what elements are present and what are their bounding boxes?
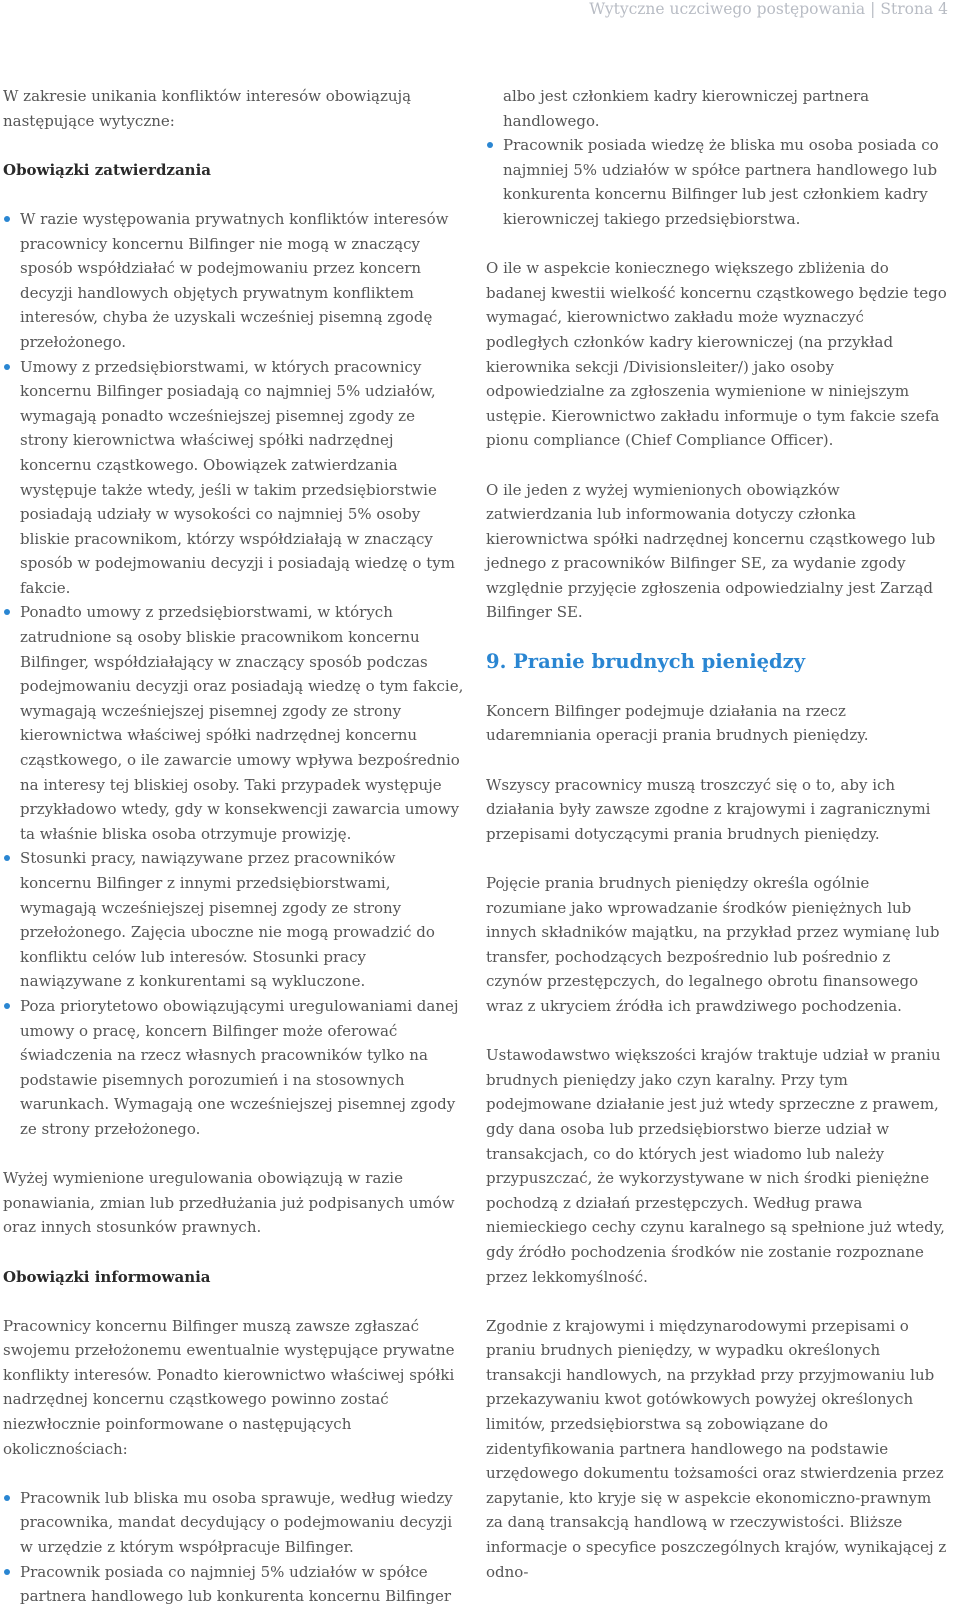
intro-paragraph: W zakresie unikania konfliktów interesów obowiązują następujące wytyczne:: [3, 87, 412, 130]
section-paragraph: Pojęcie prania brudnych pieniędzy określa ogólnie rozumiane jako wprowadzanie środków pieniężnych lub innych składników majątku, na przykład przez wymianę lub transfer, pochodzących bezpośrednio lub pośrednio z czynów przestępczych, do legalnego obrotu finansowego wraz z ukryciem źródła ich prawdziwego pochodzenia.: [486, 874, 940, 1015]
section-paragraph: Zgodnie z krajowymi i międzynarodowymi przepisami o praniu brudnych pieniędzy, w wypadku określonych transakcji handlowych, na przykład przy przyjmowaniu lub przekazywaniu kwot gotówkowych powyżej określonych limitów, przedsiębiorstwa są zobowiązane do zidentyfikowania partnera handlowego na podstawie urzędowego dokumentu tożsamości oraz stwierdzenia przez zapytanie, kto kryje się w aspekcie ekonomiczno-prawnym za daną transakcją handlową w rzeczywistości. Bliższe informacje o specyfice poszczególnych krajów, wynikającej z odno-: [486, 1316, 947, 1581]
info-list: [3, 1486, 465, 1609]
info-heading: Obowiązki informowania: [3, 1267, 211, 1286]
list-item: Stosunki pracy, nawiązywane przez pracowników koncernu Bilfinger z innymi przedsiębiorstwami, wymagają wcześniejszej pisemnej zgody ze strony przełożonego. Zajęcia uboczne nie mogą prowadzić do konfliktu celów lub interesów. Stosunki pracy nawiązywane z konkurentami są wykluczone.: [3, 846, 465, 994]
list-item: Pracownik lub bliska mu osoba sprawuje, według wiedzy pracownika, mandat decydujący o podejmowaniu decyzji w urzędzie z którym współpracuje Bilfinger.: [3, 1486, 465, 1560]
board-responsibility-paragraph: O ile jeden z wyżej wymienionych obowiązków zatwierdzania lub informowania dotyczy członka kierownictwa spółki nadrzędnej koncernu cząstkowego lub jednego z pracowników Bilfinger SE, za wydanie zgody względnie przyjęcie zgłoszenia odpowiedzialny jest Zarząd Bilfinger SE.: [486, 480, 936, 622]
approval-closing-paragraph: Wyżej wymienione uregulowania obowiązują w razie ponawiania, zmian lub przedłużania już podpisanych umów oraz innych stosunków prawnych.: [3, 1169, 455, 1237]
list-item: W razie występowania prywatnych konfliktów interesów pracownicy koncernu Bilfinger nie mogą w znaczący sposób współdziałać w podejmowaniu przez koncern decyzji handlowych objętych prywatnym konfliktem interesów, chyba że uzyskali wcześniej pisemną zgodę przełożonego.: [3, 207, 465, 355]
list-item: Poza priorytetowo obowiązującymi uregulowaniami danej umowy o pracę, koncern Bilfinger może oferować świadczenia na rzecz własnych pracowników tylko na podstawie pisemnych porozumień i na stosownych warunkach. Wymagają one wcześniejszej pisemnej zgody ze strony przełożonego.: [3, 994, 465, 1142]
list-item-continuation: albo jest członkiem kadry kierowniczej partnera handlowego.: [503, 87, 870, 130]
info-paragraph: Pracownicy koncernu Bilfinger muszą zawsze zgłaszać swojemu przełożonemu ewentualnie występujące prywatne konflikty interesów. Ponadto kierownictwo właściwej spółki nadrzędnej koncernu cząstkowego powinno zostać niezwłocznie poinformowane o następujących okolicznościach:: [3, 1316, 455, 1458]
right-column: [486, 84, 948, 1584]
document-title: Wytyczne uczciwego postępowania: [589, 0, 866, 18]
list-item: Umowy z przedsiębiorstwami, w których pracownicy koncernu Bilfinger posiadają co najmniej 5% udziałów, wymagają ponadto wcześniejszej pisemnej zgody ze strony kierownictwa właściwej spółki nadrzędnej koncernu cząstkowego. Obowiązek zatwierdzania występuje także wtedy, jeśli w takim przedsiębiorstwie posiadają udziały w wysokości co najmniej 5% osoby bliskie pracownikom, którzy współdziałają w znaczący sposób w podejmowaniu decyzji i posiadają wiedzę o tym fakcie.: [3, 355, 465, 601]
list-item: Ponadto umowy z przedsiębiorstwami, w których zatrudnione są osoby bliskie pracownikom koncernu Bilfinger, współdziałający w znaczący sposób podczas podejmowaniu decyzji oraz posiadają wiedzę o tym fakcie, wymagają wcześniejszej pisemnej zgody ze strony kierownictwa właściwej spółki nadrzędnej koncernu cząstkowego, o ile zawarcie umowy wpływa bezpośrednio na interesy tej bliskiej osoby. Taki przypadek występuje przykładowo wtedy, gdy w konsekwencji zawarcia umowy ta właśnie bliska osoba otrzymuje prowizję.: [3, 600, 465, 846]
section-paragraph: Koncern Bilfinger podejmuje działania na rzecz udaremniania operacji prania brudnych pieniędzy.: [486, 701, 869, 745]
list-item: Pracownik posiada co najmniej 5% udziałów w spółce partnera handlowego lub konkurenta koncernu Bilfinger: [3, 1560, 465, 1609]
section-heading: 9. Pranie brudnych pieniędzy: [486, 649, 806, 673]
list-item: Pracownik posiada wiedzę że bliska mu osoba posiada co najmniej 5% udziałów w spółce partnera handlowego lub konkurenta koncernu Bilfinger lub jest członkiem kadry kierowniczej takiego przedsiębiorstwa.: [486, 133, 948, 231]
approval-list: [3, 207, 465, 1142]
approval-heading: Obowiązki zatwierdzania: [3, 160, 211, 179]
delegation-paragraph: O ile w aspekcie koniecznego większego zbliżenia do badanej kwestii wielkość koncernu cząstkowego będzie tego wymagać, kierownictwo zakładu może wyznaczyć podległych członków kadry kierowniczej (na przykład kierownika sekcji /Divisionsleiter/) jako osoby odpowiedzialne za zgłoszenia wymienione w niniejszym ustępie. Kierownictwo zakładu informuje o tym fakcie szefa pionu compliance (Chief Compliance Officer).: [486, 259, 947, 450]
section-paragraph: Wszyscy pracownicy muszą troszczyć się o to, aby ich działania były zawsze zgodne z krajowymi i zagranicznymi przepisami dotyczącymi prania brudnych pieniędzy.: [486, 775, 931, 843]
header-separator: |: [870, 0, 876, 18]
left-column: [3, 84, 465, 1609]
page-header: [589, 0, 948, 20]
page-number: Strona 4: [880, 0, 948, 18]
info-list-continued: [486, 133, 948, 231]
section-paragraph: Ustawodawstwo większości krajów traktuje udział w praniu brudnych pieniędzy jako czyn karalny. Przy tym podejmowane działanie jest już wtedy sprzeczne z prawem, gdy dana osoba lub przedsiębiorstwo bierze udział w transakcjach, co do których jest wiadomo lub należy przypuszczać, że wykorzystywane w nich środki pieniężne pochodzą z działań przestępczych. Według prawa niemieckiego cechy czynu karalnego są spełnione już wtedy, gdy źródło pochodzenia środków nie zostanie rozpoznane przez lekkomyślność.: [486, 1046, 945, 1286]
